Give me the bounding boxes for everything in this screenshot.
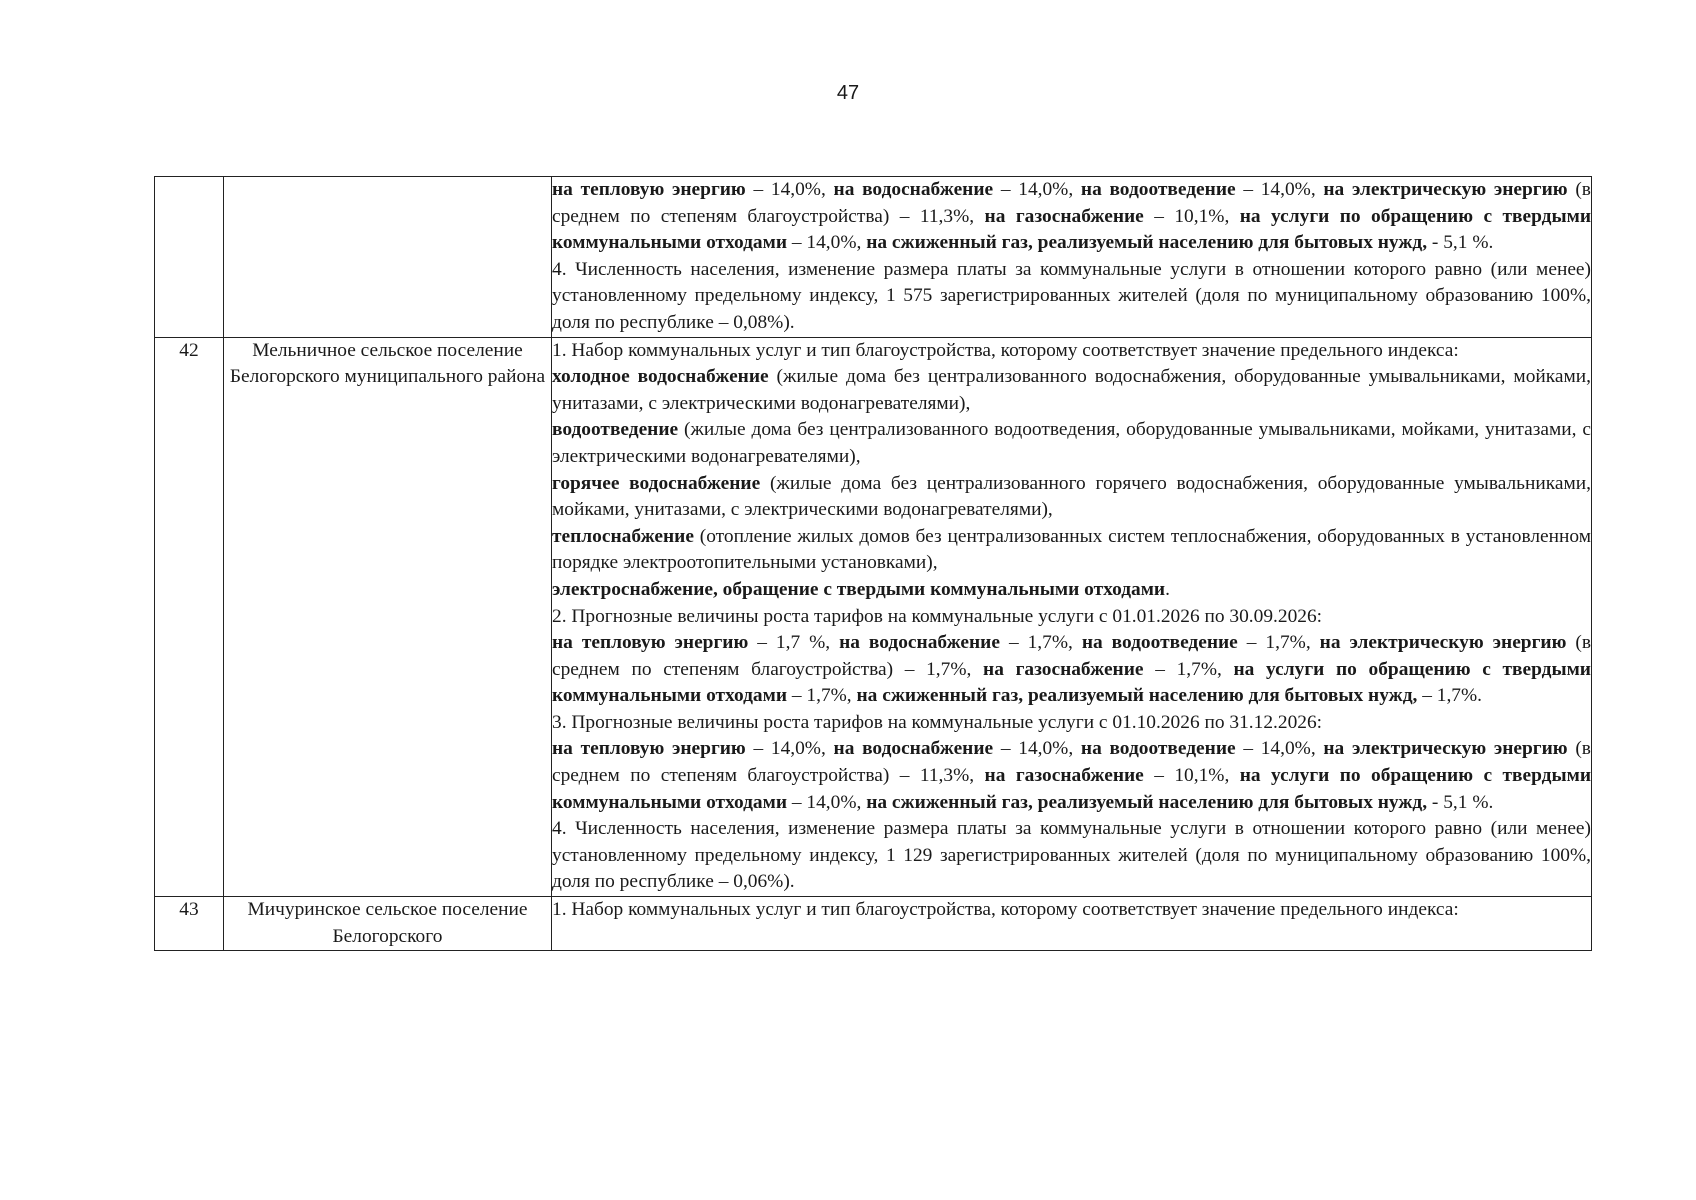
bold-text-run: холодное водоснабжение bbox=[552, 366, 769, 388]
content-paragraph bbox=[552, 338, 1591, 365]
text-run: 4. Численность населения, изменение размера платы за коммунальные услуги в отношении которого равно (или менее) установленному предельному индексу, 1 129 зарегистрированных жителей (доля по муниципальному образованию 100%, доля по республике – 0,06%). bbox=[552, 818, 1591, 893]
text-run: - 5,1 %. bbox=[1427, 791, 1494, 813]
row-number-cell: 43 bbox=[155, 897, 224, 951]
content-paragraph bbox=[552, 604, 1591, 631]
bold-text-run: на сжиженный газ, реализуемый населению для бытовых нужд, bbox=[856, 685, 1418, 707]
bold-text-run: водоотведение bbox=[552, 419, 679, 441]
bold-text-run: на электрическую энергию bbox=[1323, 738, 1568, 760]
text-run: – 14,0%, bbox=[993, 179, 1081, 200]
municipality-name-cell bbox=[224, 177, 552, 338]
text-run: – 14,0%, bbox=[787, 232, 867, 254]
bold-text-run: на водоснабжение bbox=[833, 738, 994, 760]
text-run: – 1,7%, bbox=[1143, 658, 1234, 680]
text-run: 1. Набор коммунальных услуг и тип благоустройства, которому соответствует значение предельного индекса: bbox=[552, 339, 1459, 361]
content-paragraph bbox=[552, 471, 1591, 524]
text-run: (жилые дома без централизованного водоотведения, оборудованные умывальниками, мойками, унитазами, с электрическими водонагревателями), bbox=[552, 419, 1591, 467]
bold-text-run: на сжиженный газ, реализуемый населению для бытовых нужд, bbox=[866, 791, 1428, 813]
row-number-cell: 42 bbox=[155, 337, 224, 896]
content-paragraph bbox=[552, 364, 1591, 417]
row-content-cell bbox=[552, 337, 1592, 896]
text-run: - 5,1 %. bbox=[1427, 232, 1494, 254]
text-run: 2. Прогнозные величины роста тарифов на коммунальные услуги с 01.01.2026 по 30.09.2026: bbox=[552, 605, 1323, 627]
row-content-cell bbox=[552, 897, 1592, 951]
tariff-table-body bbox=[155, 177, 1592, 951]
bold-text-run: на газоснабжение bbox=[984, 765, 1144, 787]
row-content-cell bbox=[552, 177, 1592, 338]
text-run: – 14,0%, bbox=[787, 791, 867, 813]
bold-text-run: электроснабжение, обращение с твердыми коммунальными отходами bbox=[552, 578, 1166, 600]
text-run: – 10,1%, bbox=[1143, 765, 1240, 787]
content-paragraph bbox=[552, 816, 1591, 896]
bold-text-run: горячее водоснабжение bbox=[552, 472, 761, 494]
bold-text-run: на газоснабжение bbox=[984, 205, 1144, 227]
table-row bbox=[155, 177, 1592, 338]
text-run: (отопление жилых домов без централизованных систем теплоснабжения, оборудованных в установленном порядке электроотопительными установками), bbox=[552, 525, 1591, 574]
text-run: (в среднем по степеням благоустройства) – 11,3%, bbox=[552, 738, 1591, 787]
bold-text-run: на электрическую энергию bbox=[1319, 632, 1567, 654]
bold-text-run: теплоснабжение bbox=[552, 525, 694, 547]
text-run: – 1,7%, bbox=[999, 632, 1082, 654]
row-number-cell bbox=[155, 177, 224, 338]
text-run: (жилые дома без централизованного горячего водоснабжения, оборудованные умывальниками, мойками, унитазами, с электрическими водонагревателями), bbox=[552, 472, 1591, 521]
page-number: 47 bbox=[836, 82, 860, 104]
municipality-name-cell: Мичуринское сельское поселение Белогорского bbox=[224, 897, 552, 951]
text-run: – 10,1%, bbox=[1143, 205, 1240, 227]
table-row bbox=[155, 897, 1592, 951]
text-run: 3. Прогнозные величины роста тарифов на коммунальные услуги с 01.10.2026 по 31.12.2026: bbox=[552, 711, 1323, 733]
tariff-table bbox=[154, 176, 1592, 951]
table-row bbox=[155, 337, 1592, 896]
municipality-name-cell: Мельничное сельское поселение Белогорского муниципального района bbox=[224, 337, 552, 896]
content-paragraph bbox=[552, 257, 1591, 337]
bold-text-run: на водоотведение bbox=[1080, 738, 1236, 760]
bold-text-run: на водоснабжение bbox=[833, 179, 994, 200]
content-paragraph bbox=[552, 417, 1591, 470]
text-run: 1. Набор коммунальных услуг и тип благоустройства, которому соответствует значение предельного индекса: bbox=[552, 899, 1459, 921]
bold-text-run: на водоотведение bbox=[1081, 632, 1238, 654]
bold-text-run: на газоснабжение bbox=[983, 658, 1144, 680]
bold-text-run: на тепловую энергию bbox=[552, 179, 746, 200]
bold-text-run: на водоотведение bbox=[1080, 179, 1236, 200]
text-run: – 14,0%, bbox=[993, 738, 1081, 760]
text-run: – 14,0%, bbox=[745, 738, 834, 760]
bold-text-run: на электрическую энергию bbox=[1323, 179, 1568, 200]
text-run: – 1,7 %, bbox=[748, 632, 840, 654]
bold-text-run: на тепловую энергию bbox=[552, 738, 746, 760]
text-run: . bbox=[1165, 578, 1170, 600]
text-run: (в среднем по степеням благоустройства) – 1,7%, bbox=[552, 632, 1591, 680]
text-run: – 1,7%. bbox=[1417, 685, 1483, 707]
content-paragraph bbox=[552, 710, 1591, 737]
content-paragraph bbox=[552, 630, 1591, 710]
bold-text-run: на услуги по обращению с твердыми коммунальными отходами bbox=[552, 658, 1591, 707]
text-run: – 1,7%, bbox=[787, 685, 857, 707]
text-run: 4. Численность населения, изменение размера платы за коммунальные услуги в отношении которого равно (или менее) установленному предельному индексу, 1 575 зарегистрированных жителей (доля по муниципальному образованию 100%, доля по республике – 0,08%). bbox=[552, 258, 1591, 333]
text-run: – 14,0%, bbox=[1235, 179, 1324, 200]
content-paragraph bbox=[552, 524, 1591, 577]
bold-text-run: на услуги по обращению с твердыми коммунальными отходами bbox=[552, 205, 1591, 254]
content-paragraph bbox=[552, 177, 1591, 257]
text-run: (жилые дома без централизованного водоснабжения, оборудованные умывальниками, мойками, унитазами, с электрическими водонагревателями), bbox=[552, 366, 1591, 414]
bold-text-run: на тепловую энергию bbox=[552, 632, 749, 654]
bold-text-run: на водоснабжение bbox=[839, 632, 1000, 654]
bold-text-run: на услуги по обращению с твердыми коммунальными отходами bbox=[552, 765, 1591, 813]
content-paragraph bbox=[552, 577, 1591, 604]
content-paragraph bbox=[552, 736, 1591, 816]
text-run: (в среднем по степеням благоустройства) – 11,3%, bbox=[552, 179, 1591, 227]
text-run: – 14,0%, bbox=[1235, 738, 1324, 760]
text-run: – 1,7%, bbox=[1237, 632, 1320, 654]
text-run: – 14,0%, bbox=[745, 179, 834, 200]
content-paragraph bbox=[552, 897, 1591, 924]
bold-text-run: на сжиженный газ, реализуемый населению для бытовых нужд, bbox=[866, 232, 1428, 254]
